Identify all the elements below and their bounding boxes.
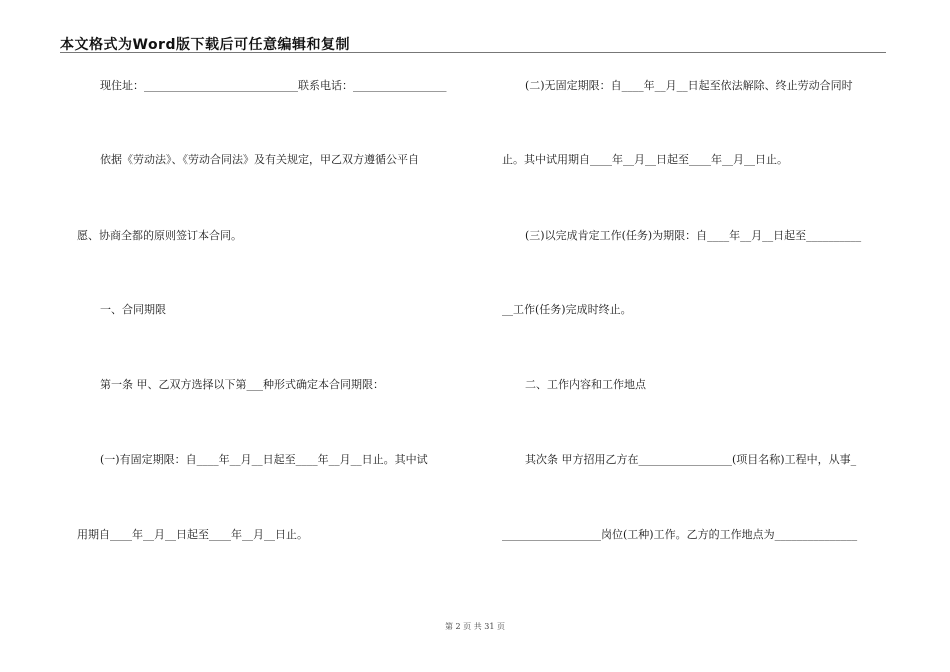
left-line-probation: 用期自____年__月__日起至____年__月__日止。 <box>77 528 308 541</box>
left-line-principle: 愿、协商全都的原则签订本合同。 <box>77 229 242 242</box>
right-line-article-two: 其次条 甲方招用乙方在_________________(项目名称)工程中，从事_ <box>525 453 857 466</box>
right-line-task-end: __工作(任务)完成时终止。 <box>502 303 632 316</box>
right-line-task-term: (三)以完成肯定工作(任务)为期限：自____年__月__日起至__________ <box>525 229 862 242</box>
left-line-legal-basis: 依据《劳动法》、《劳动合同法》及有关规定，甲乙双方遵循公平自 <box>100 153 419 166</box>
left-line-address-phone: 现住址：____________________________联系电话：_________________ <box>100 79 447 92</box>
left-line-section-heading: 一、合同期限 <box>100 303 166 316</box>
left-line-fixed-term: (一)有固定期限：自____年__月__日起至____年__月__日止。其中试 <box>100 453 428 466</box>
right-line-section-heading: 二、工作内容和工作地点 <box>525 378 646 391</box>
page-number-footer: 第 2 页 共 31 页 <box>445 622 505 631</box>
header-divider <box>60 52 886 53</box>
left-line-article-one: 第一条 甲、乙双方选择以下第___种形式确定本合同期限： <box>100 378 384 391</box>
right-line-position-location: __________________岗位(工种)工作。乙方的工作地点为_______________ <box>502 528 858 541</box>
right-line-open-term: (二)无固定期限：自____年__月__日起至依法解除、终止劳动合同时 <box>525 79 853 92</box>
document-header-title: 本文格式为Word版下载后可任意编辑和复制 <box>60 37 350 53</box>
right-line-probation: 止。其中试用期自____年__月__日起至____年__月__日止。 <box>502 153 788 166</box>
